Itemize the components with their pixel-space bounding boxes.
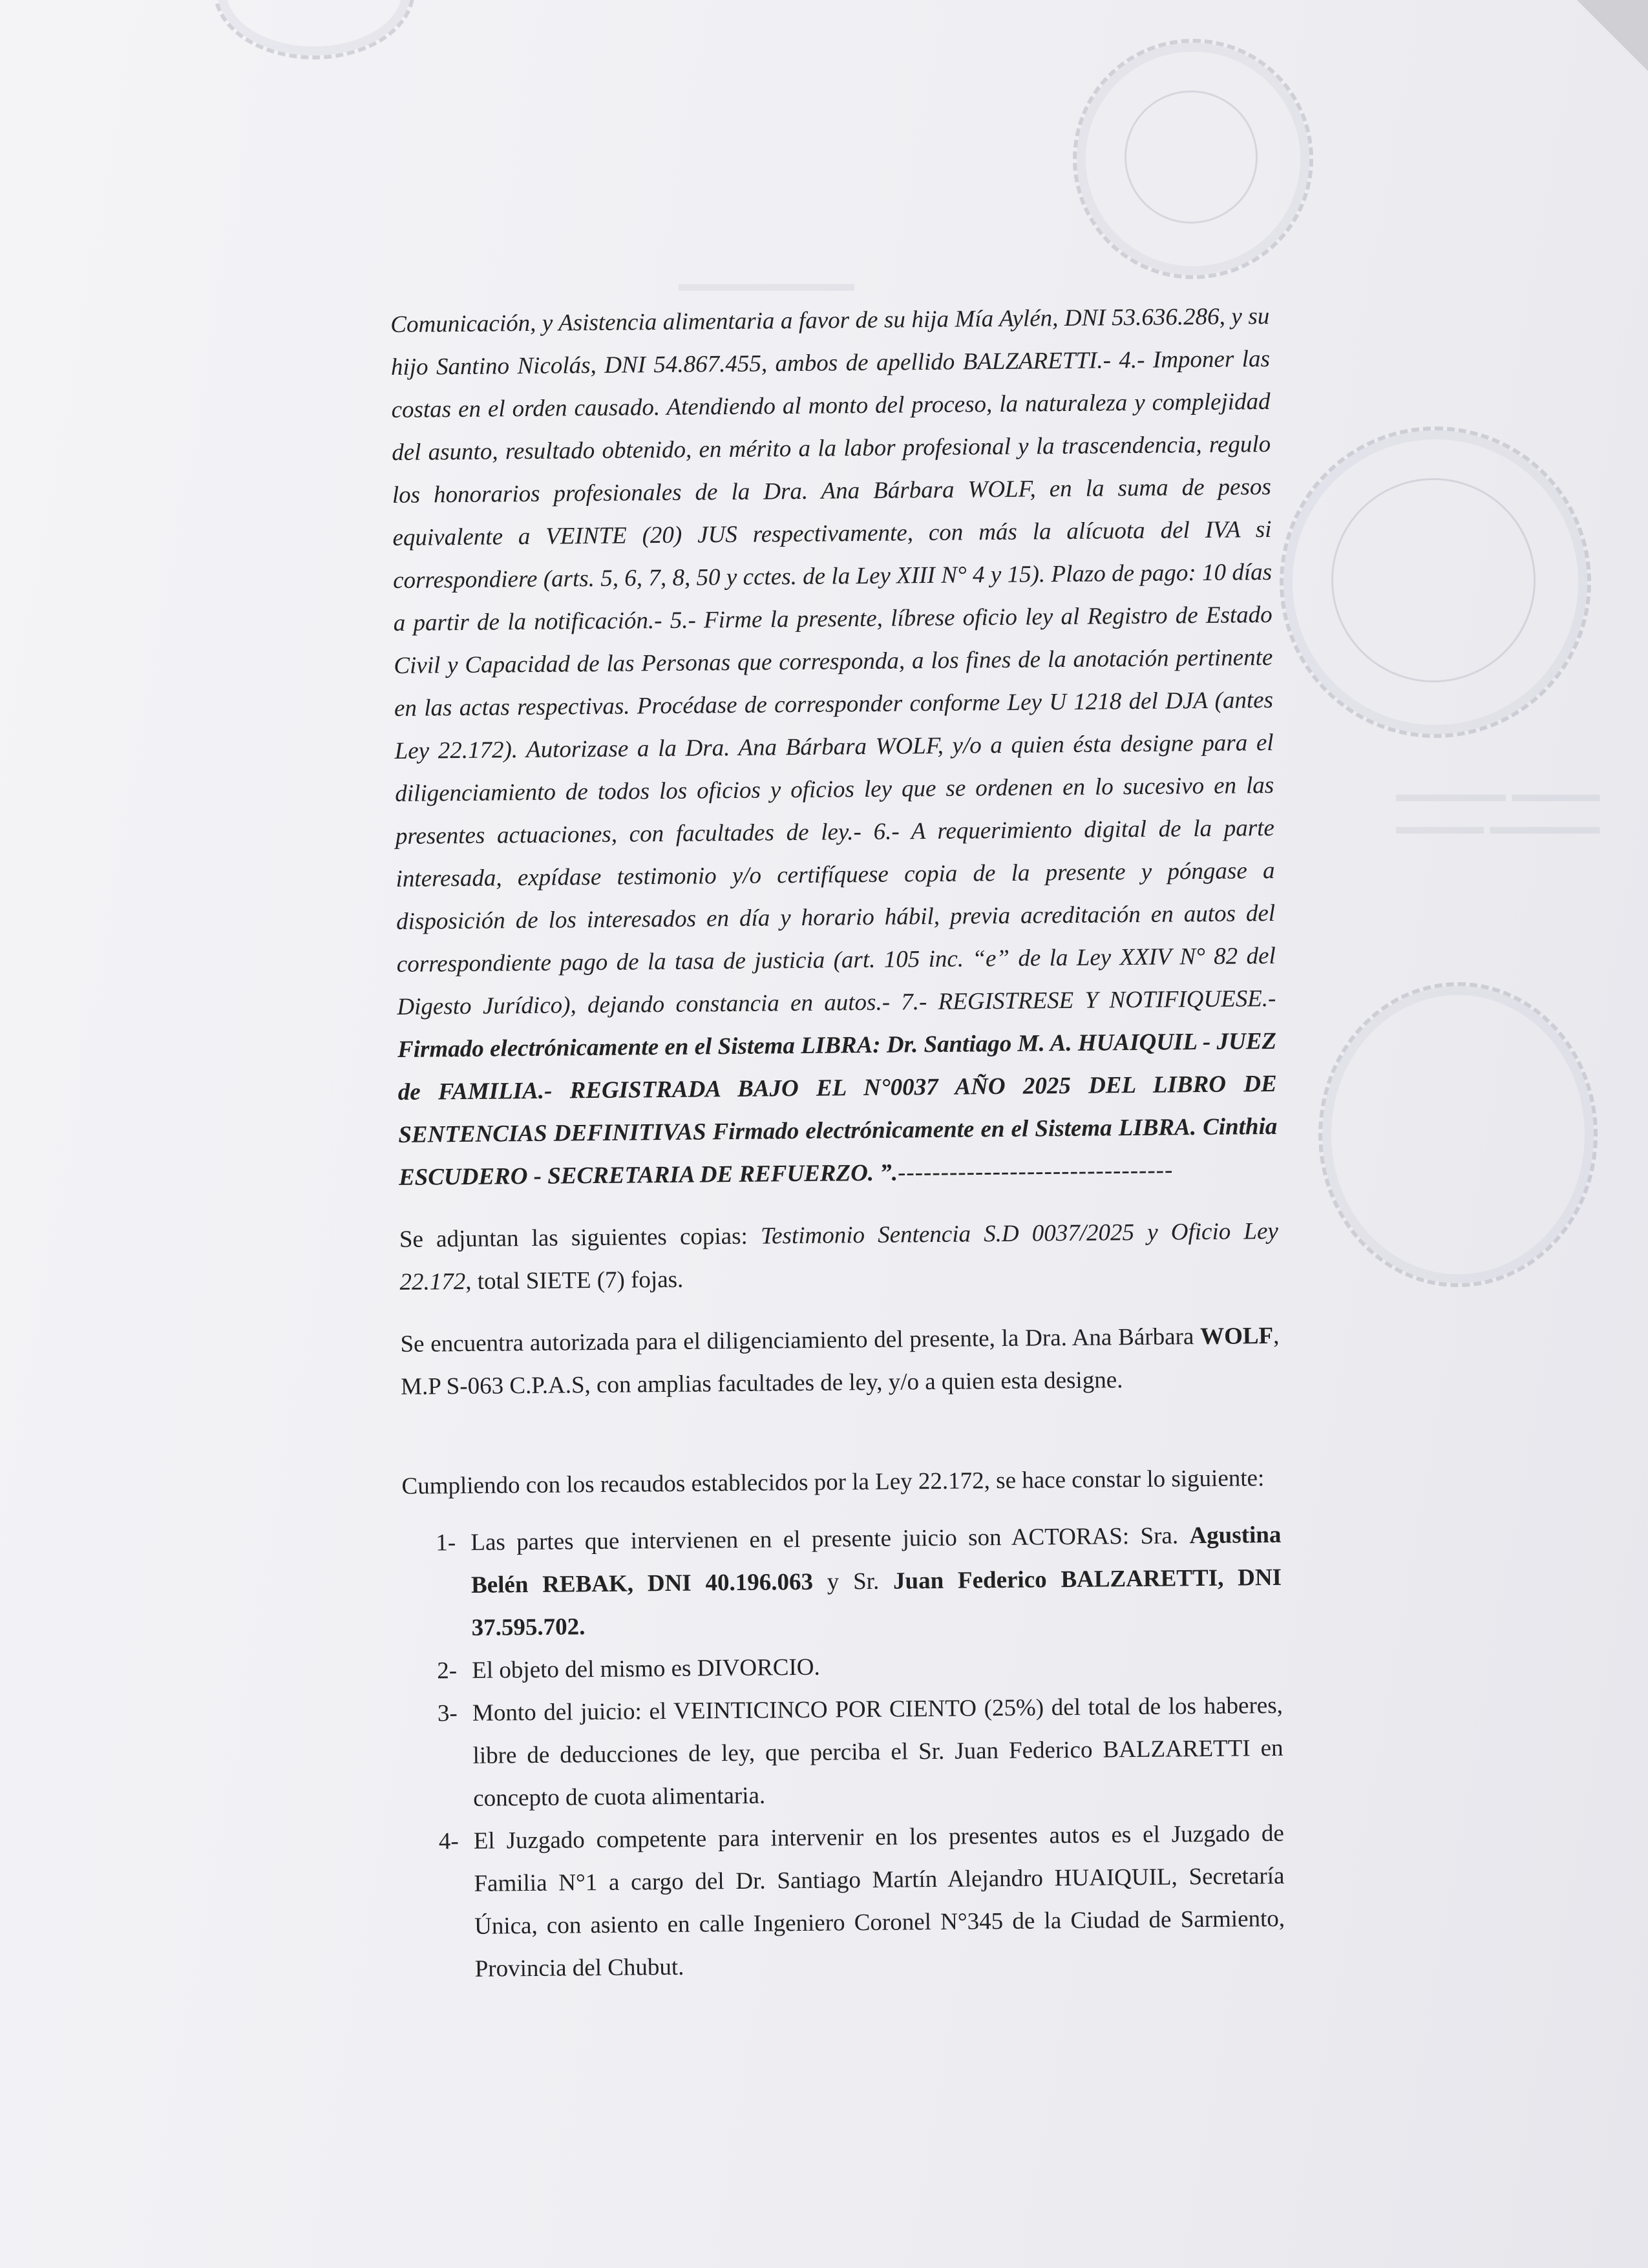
list-item-text xyxy=(470,1514,1282,1650)
separator-dashes: -------------------------------- xyxy=(897,1157,1174,1186)
party-2: Juan Federico BALZARETTI, DNI 37.595.702. xyxy=(471,1564,1282,1641)
attached-copies-paragraph xyxy=(399,1210,1279,1304)
bleed-through-text: ▬▬▬▬▬ ▬▬▬▬ xyxy=(1396,782,1600,806)
bleed-through-text: ▬▬▬▬▬▬▬▬ xyxy=(679,271,854,296)
list-item-text: El Juzgado competente para intervenir en los presentes autos es el Juzgado de Familia N°1 a cargo del Dr. Santiago Martín Alejandro HUAIQUIL, Secretaría Única, con asiento en calle Ingeniero Coronel N°345 de la Ciudad de Sarmiento, Provincia del Chubut. xyxy=(473,1820,1285,1982)
authorization-paragraph xyxy=(400,1315,1280,1409)
sentence-transcript-paragraph xyxy=(390,295,1278,1199)
bleed-through-text: ▬▬▬▬ ▬▬▬▬▬ xyxy=(1396,814,1600,839)
stamp-seal-lower-right xyxy=(1318,982,1598,1287)
attached-copies-total: , total SIETE (7) fojas. xyxy=(465,1266,684,1295)
party-1: Agustina Belén REBAK, DNI 40.196.063 xyxy=(470,1521,1282,1599)
authorization-tail: , M.P S-063 C.P.A.S, con amplias facultades de ley, y/o a quien esta designe. xyxy=(400,1322,1280,1400)
transcript-text: Comunicación, y Asistencia alimentaria a favor de su hija Mía Aylén, DNI 53.636.286, y su hijo Santino Nicolás, DNI 54.867.455, ambos de apellido BALZARETTI.- 4.- Imponer las costas en el orden causado. Atendiendo al monto del proceso, la naturaleza y complejidad del asunto, resultado obtenido, en mérito a la labor profesional y la trascendencia, regulo los honorarios profesionales de la Dra. Ana Bárbara WOLF, en la suma de pesos equivalente a VEINTE (20) JUS respectivamente, con más la alícuota del IVA si correspondiere (arts. 5, 6, 7, 8, 50 y cctes. de la Ley XIII N° 4 y 15). Plazo de pago: 10 días a partir de la notificación.- 5.- Firme la presente, líbrese oficio ley al Registro de Estado Civil y Capacidad de las Personas que corresponda, a los fines de la anotación pertinente en las actas respectivas. Procédase de corresponder conforme Ley U 1218 del DJA (antes Ley 22.172). Autorizase a la Dra. Ana Bárbara WOLF, y/o a quien ésta designe para el diligenciamiento de todos los oficios y oficios ley que se ordenen en lo sucesivo en las presentes actuaciones, con facultades de ley.- 6.- A requerimiento digital de la parte interesada, expídase testimonio y/o certifíquese copia de la presente y póngase a disposición de los interesados en día y horario hábil, previa acreditación en autos del correspondiente pago de la tasa de justicia (art. 105 inc. “e” de la Ley XXIV N° 82 del Digesto Jurídico), dejando constancia en autos.- 7.- REGISTRESE Y NOTIFIQUESE.- xyxy=(390,302,1276,1020)
list-item-number: 1- xyxy=(436,1529,456,1557)
authorized-surname: WOLF xyxy=(1199,1322,1274,1350)
list-item xyxy=(405,1812,1285,1991)
document-body xyxy=(390,295,1285,1991)
page-fold-corner xyxy=(1577,0,1648,71)
list-item-text: El objeto del mismo es DIVORCIO. xyxy=(472,1654,820,1684)
attached-copies-lead: Se adjuntan las siguientes copias: xyxy=(399,1223,761,1253)
requirements-intro: Cumpliendo con los recaudos establecidos por la Ley 22.172, se hace constar lo siguiente: xyxy=(401,1465,1265,1500)
parties-connector: y Sr. xyxy=(812,1568,894,1595)
requirements-list xyxy=(402,1514,1285,1991)
list-item-number: 4- xyxy=(438,1828,459,1855)
stamp-seal-top-left xyxy=(213,0,415,59)
list-item-number: 2- xyxy=(437,1657,458,1685)
list-item-text: Monto del juicio: el VEINTICINCO POR CIENTO (25%) del total de los haberes, libre de deducciones de ley, que perciba el Sr. Juan Federico BALZARETTI en concepto de cuota alimentaria. xyxy=(472,1692,1284,1812)
list-item xyxy=(404,1685,1284,1821)
parties-lead: Las partes que intervienen en el presente juicio son ACTORAS: Sra. xyxy=(470,1522,1190,1556)
list-item-number: 3- xyxy=(437,1700,458,1727)
electronic-signature-text: Firmado electrónicamente en el Sistema LIBRA: Dr. Santiago M. A. HUAIQUIL - JUEZ de FAMILIA.- REGISTRADA BAJO EL N°0037 AÑO 2025 DEL LIBRO DE SENTENCIAS DEFINITIVAS Firmado electrónicamente en el Sistema LIBRA. Cinthia ESCUDERO - SECRETARIA DE REFUERZO. ”. xyxy=(397,1027,1278,1191)
attached-copies-list: Testimonio Sentencia S.D 0037/2025 y Oficio Ley 22.172 xyxy=(399,1217,1279,1296)
embossed-seal-right-inner xyxy=(1331,478,1536,682)
list-item xyxy=(402,1514,1282,1650)
embossed-seal-top-inner xyxy=(1125,90,1258,224)
authorization-lead: Se encuentra autorizada para el diligenciamiento del presente, la Dra. Ana Bárbara xyxy=(400,1323,1201,1358)
